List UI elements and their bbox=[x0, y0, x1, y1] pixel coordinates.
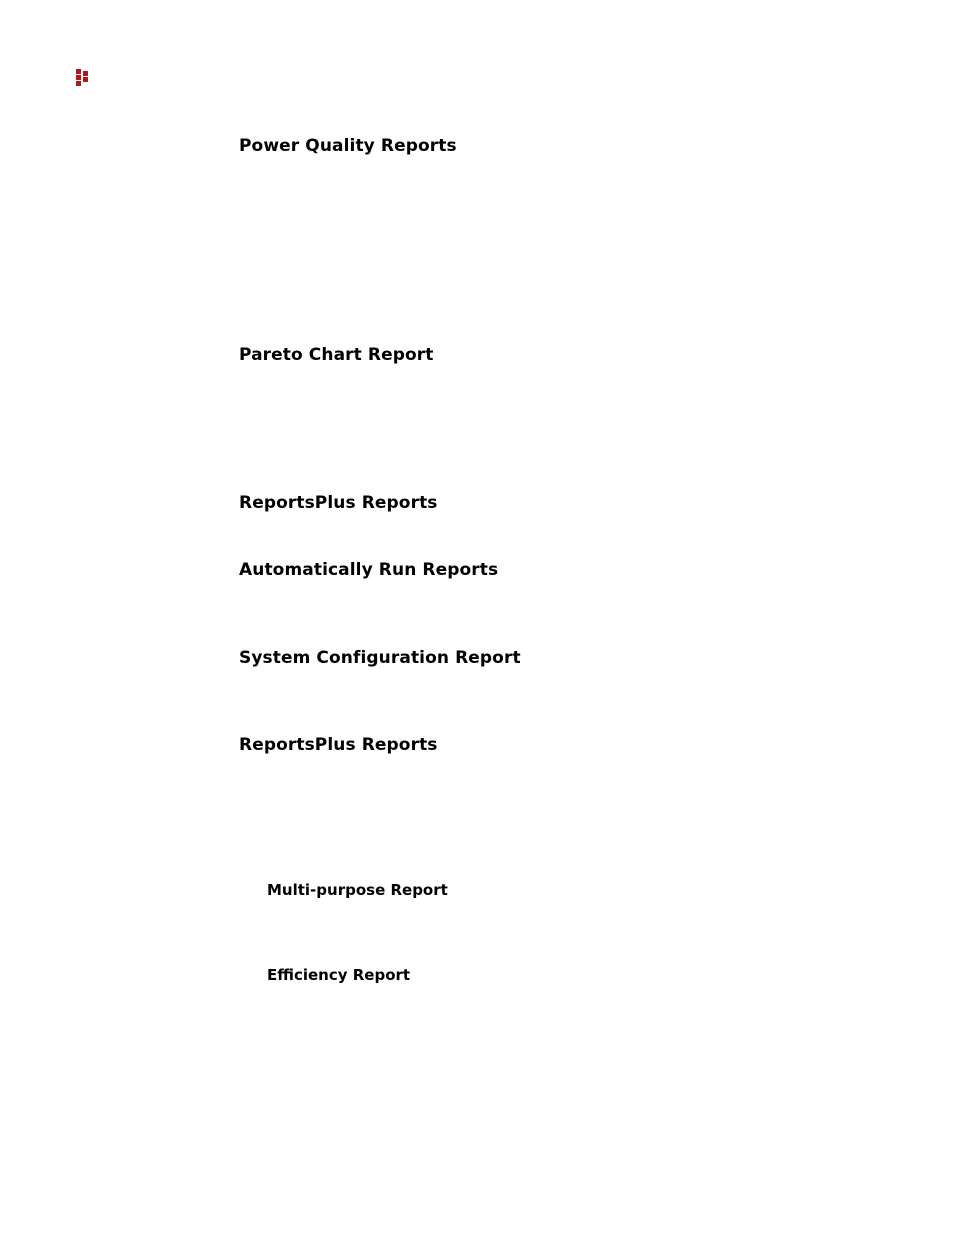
subheading-multi-purpose-report: Multi-purpose Report bbox=[267, 881, 448, 899]
heading-reportsplus-reports: ReportsPlus Reports bbox=[239, 493, 438, 513]
heading-pareto-chart-report: Pareto Chart Report bbox=[239, 345, 434, 365]
heading-system-configuration-report: System Configuration Report bbox=[239, 648, 521, 668]
subheading-efficiency-report: Efficiency Report bbox=[267, 966, 411, 984]
heading-automatically-run-reports: Automatically Run Reports bbox=[239, 560, 499, 580]
heading-reportsplus-reports-2: ReportsPlus Reports bbox=[239, 735, 438, 755]
heading-power-quality-reports: Power Quality Reports bbox=[239, 136, 457, 156]
company-logo-icon bbox=[76, 69, 90, 86]
